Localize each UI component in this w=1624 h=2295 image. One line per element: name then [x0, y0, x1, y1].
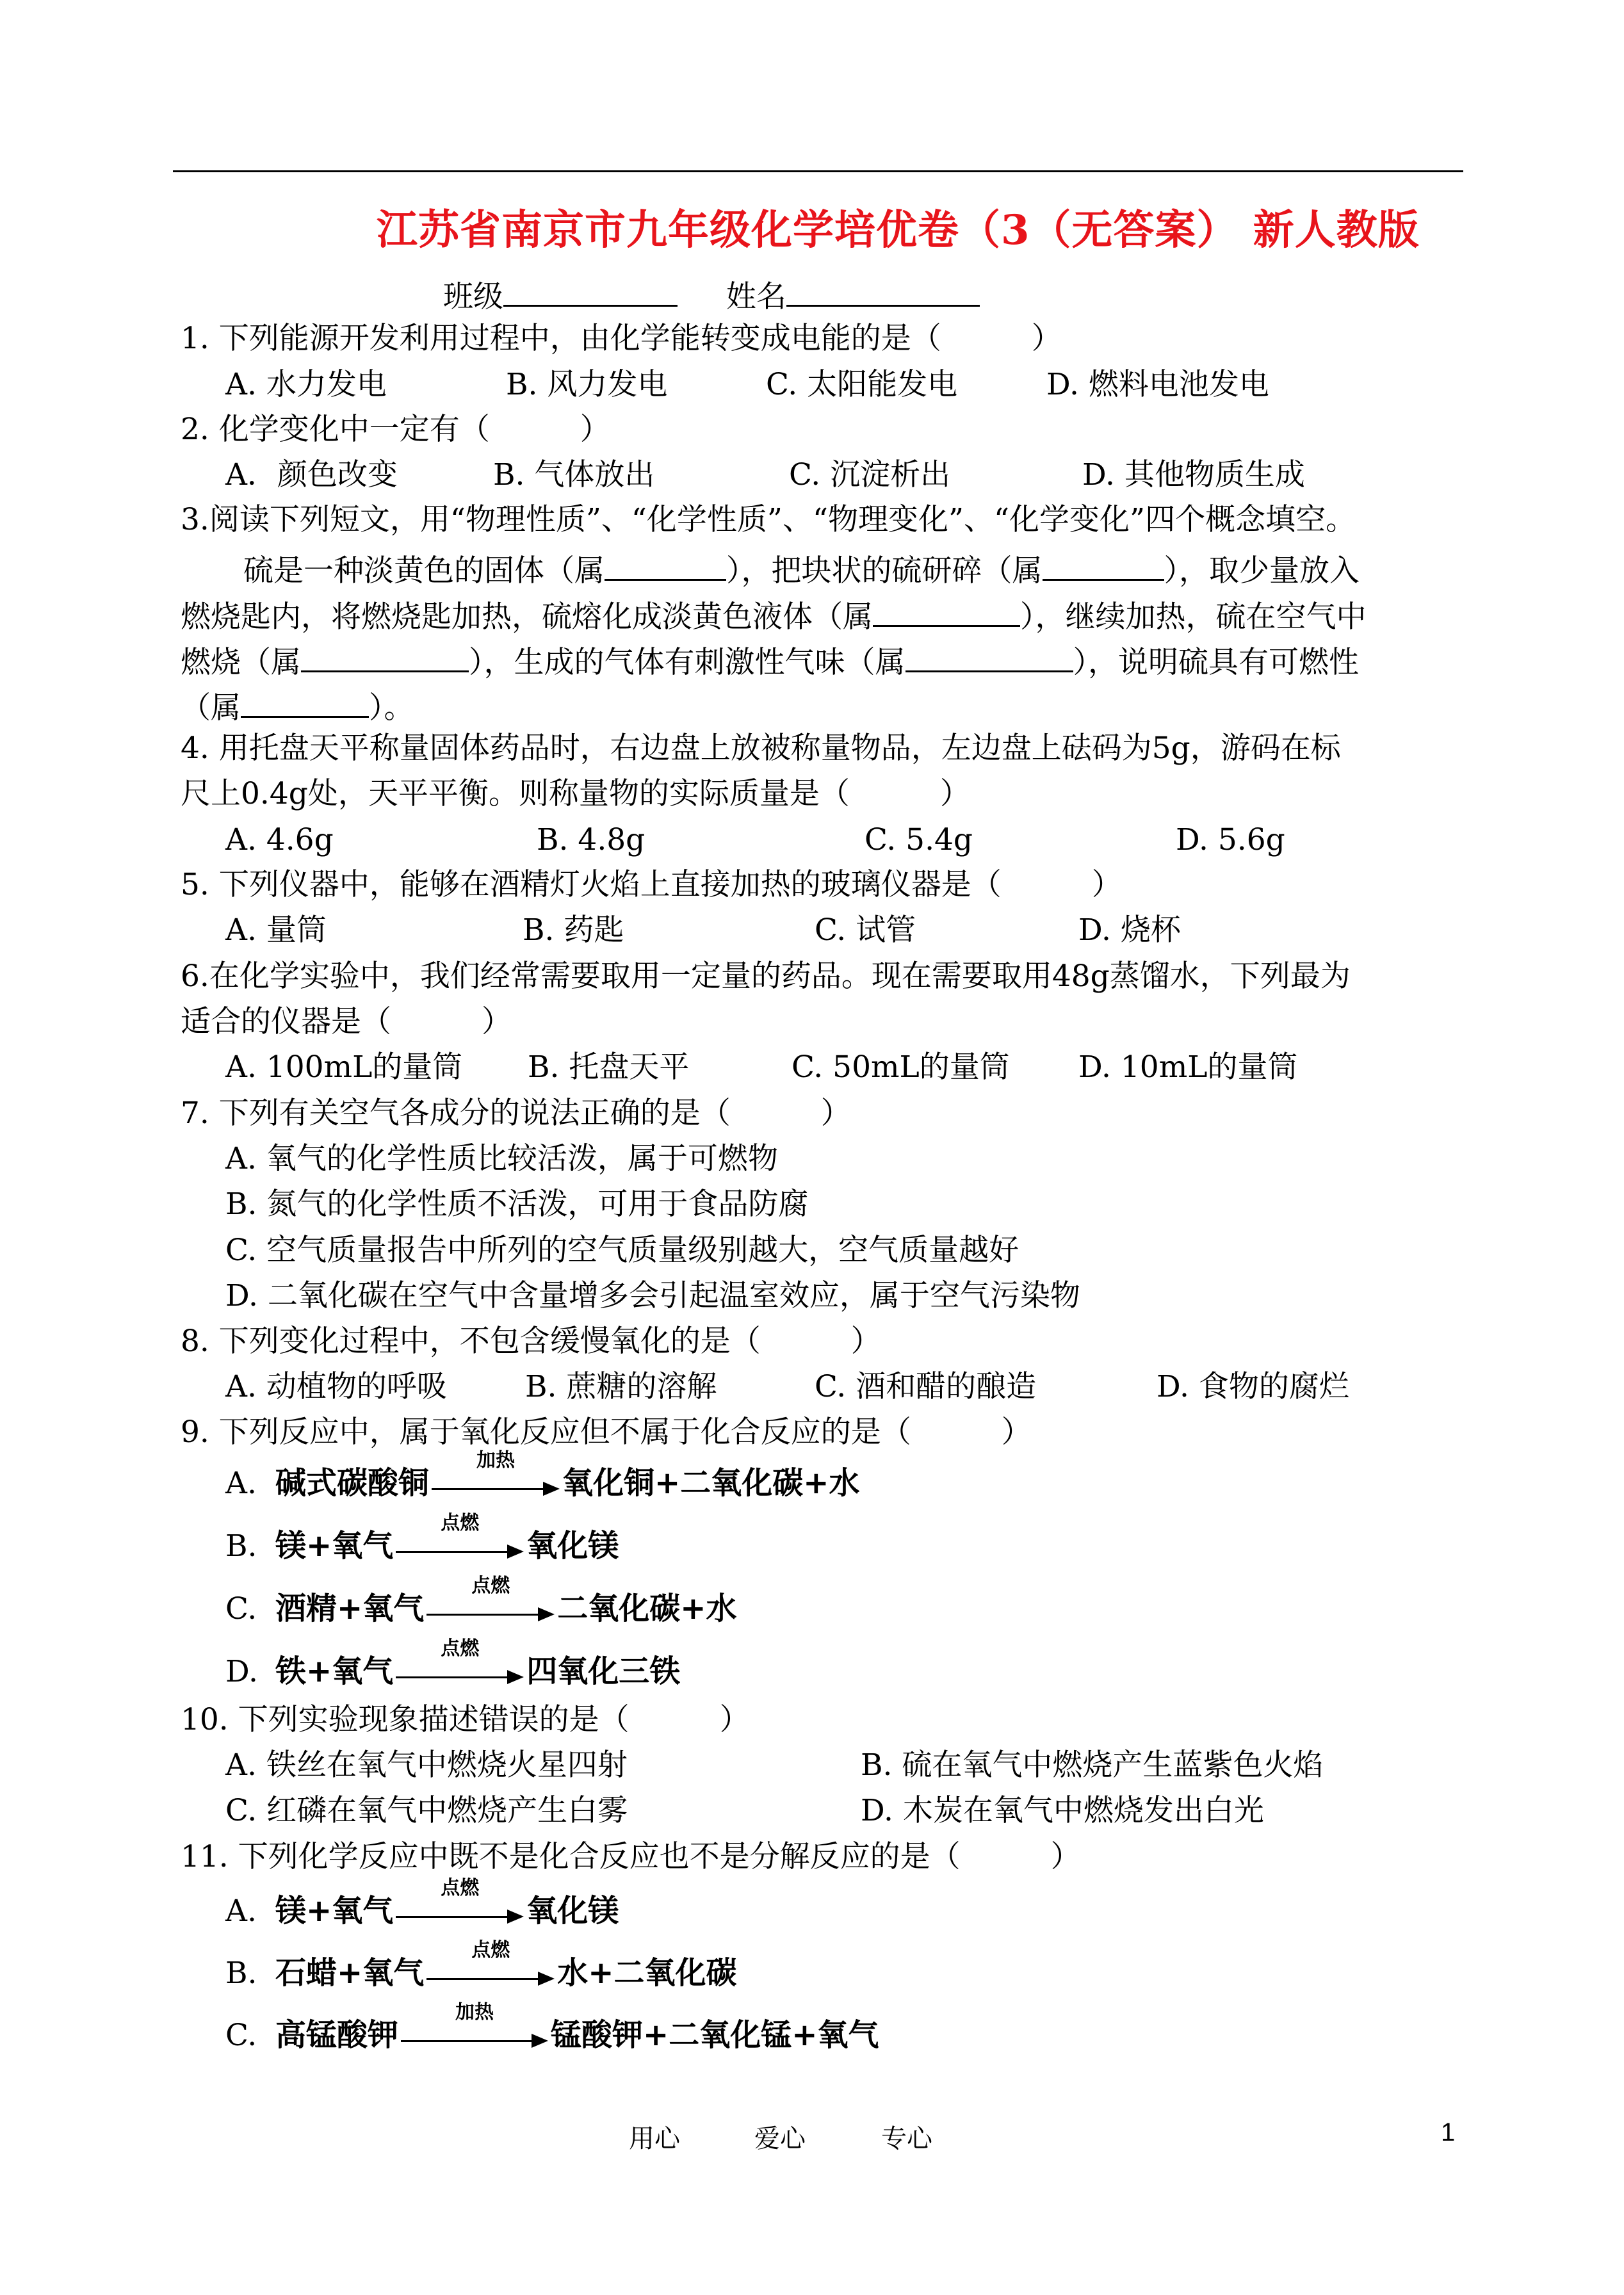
q7-stem: 7. 下列有关空气各成分的说法正确的是（ ）: [181, 1096, 851, 1131]
class-label: 班级: [443, 279, 503, 314]
q3-blank-3: [873, 597, 1020, 627]
q11-stem: 11. 下列化学反应中既不是化合反应也不是分解反应的是（ ）: [181, 1839, 1081, 1874]
q3-line-3: 燃烧（属 ），生成的气体有刺激性气味（属 ），说明硫具有可燃性: [181, 642, 1359, 677]
q3-line-2: 燃烧匙内，将燃烧匙加热，硫熔化成淡黄色液体（属 ），继续加热，硫在空气中: [181, 597, 1367, 632]
q7-option-b: B. 氮气的化学性质不活泼，可用于食品防腐: [225, 1187, 809, 1222]
q4-stem-1: 4. 用托盘天平称量固体药品时，右边盘上放被称量物品，左边盘上砝码为5g，游码在标: [181, 731, 1341, 766]
q6-stem-1: 6.在化学实验中，我们经常需要取用一定量的药品。现在需要取用48g蒸馏水，下列最为: [181, 959, 1351, 994]
class-blank: [503, 277, 678, 307]
q3-blank-2: [1043, 551, 1164, 581]
q6-stem-2: 适合的仪器是（ ）: [181, 1004, 512, 1039]
q4-option-d: D. 5.6g: [1176, 822, 1285, 857]
q9-option-a: A. 碱式碳酸铜 加热 氧化铜+二氧化碳+水: [225, 1449, 860, 1501]
reaction-arrow: 点燃: [426, 1963, 555, 1988]
q1-stem: 1. 下列能源开发利用过程中，由化学能转变成电能的是（ ）: [181, 321, 1062, 356]
q8-stem: 8. 下列变化过程中，不包含缓慢氧化的是（ ）: [181, 1324, 881, 1359]
q2-option-a: A．颜色改变: [225, 457, 398, 492]
q3-blank-5: [905, 642, 1073, 672]
footer-text-1: 用心: [629, 2124, 680, 2153]
reaction-arrow: 点燃: [396, 1661, 524, 1687]
q10-option-c: C. 红磷在氧气中燃烧产生白雾: [225, 1793, 628, 1828]
q2-option-b: B. 气体放出: [493, 457, 655, 492]
q6-option-c: C. 50mL的量筒: [792, 1050, 1010, 1085]
q5-option-b: B. 药匙: [523, 912, 624, 948]
name-blank: [786, 277, 980, 307]
q1-option-d: D. 燃料电池发电: [1046, 367, 1269, 402]
q8-option-c: C. 酒和醋的酿造: [815, 1369, 1037, 1404]
q4-option-a: A. 4.6g: [225, 822, 334, 857]
q3-line-4: （属 ）。: [181, 688, 414, 723]
header-rule: [173, 170, 1463, 172]
q6-option-d: D. 10mL的量筒: [1078, 1050, 1298, 1085]
q8-option-b: B. 蔗糖的溶解: [525, 1369, 717, 1404]
q1-option-b: B. 风力发电: [506, 367, 668, 402]
q4-option-b: B. 4.8g: [537, 822, 646, 857]
q5-option-c: C. 试管: [815, 912, 916, 948]
student-info: [443, 277, 980, 312]
q11-option-a: A. 镁+氧气 点燃 氧化镁: [225, 1877, 619, 1929]
q11-option-b: B. 石蜡+氧气 点燃 水+二氧化碳: [225, 1939, 737, 1991]
q10-stem: 10. 下列实验现象描述错误的是（ ）: [181, 1702, 750, 1737]
q8-option-a: A. 动植物的呼吸: [225, 1369, 447, 1404]
q9-stem: 9. 下列反应中，属于氧化反应但不属于化合反应的是（ ）: [181, 1415, 1032, 1450]
name-label: 姓名: [726, 279, 786, 314]
q10-option-b: B. 硫在氧气中燃烧产生蓝紫色火焰: [861, 1748, 1324, 1783]
q5-option-a: A. 量筒: [225, 912, 327, 948]
q2-stem: 2. 化学变化中一定有（ ）: [181, 412, 610, 447]
q3-blank-6: [241, 688, 369, 718]
q5-option-d: D. 烧杯: [1078, 912, 1181, 948]
page-title: 江苏省南京市九年级化学培优卷（3（无答案） 新人教版: [377, 206, 1420, 254]
q3-blank-4: [301, 642, 469, 672]
q6-option-b: B. 托盘天平: [528, 1050, 690, 1085]
q11-option-c: C. 高锰酸钾 加热 锰酸钾+二氧化锰+氧气: [225, 2001, 879, 2053]
footer-text-3: 专心: [881, 2124, 932, 2153]
q8-option-d: D. 食物的腐烂: [1157, 1369, 1349, 1404]
q2-option-c: C. 沉淀析出: [789, 457, 951, 492]
q9-option-d: D. 铁+氧气 点燃 四氧化三铁: [225, 1637, 681, 1689]
reaction-arrow: 加热: [401, 2025, 548, 2050]
q3-blank-1: [605, 551, 726, 581]
q5-stem: 5. 下列仪器中，能够在酒精灯火焰上直接加热的玻璃仪器是（ ）: [181, 867, 1122, 902]
q1-option-c: C. 太阳能发电: [766, 367, 958, 402]
q7-option-c: C. 空气质量报告中所列的空气质量级别越大，空气质量越好: [225, 1233, 1019, 1268]
q4-stem-2: 尺上0.4g处，天平平衡。则称量物的实际质量是（ ）: [181, 776, 970, 811]
q9-option-c: C. 酒精+氧气 点燃 二氧化碳+水: [225, 1575, 737, 1626]
reaction-arrow: 点燃: [426, 1598, 555, 1624]
reaction-arrow: 点燃: [396, 1901, 524, 1926]
q6-option-a: A. 100mL的量筒: [225, 1050, 463, 1085]
reaction-arrow: 点燃: [396, 1536, 524, 1561]
reaction-arrow: 加热: [432, 1473, 560, 1498]
q10-option-d: D. 木炭在氧气中燃烧发出白光: [861, 1793, 1264, 1828]
q3-line-1: 硫是一种淡黄色的固体（属 ），把块状的硫研碎（属 ），取少量放入: [243, 551, 1360, 586]
q1-option-a: A. 水力发电: [225, 367, 387, 402]
footer-text-2: 爱心: [754, 2124, 806, 2153]
q10-option-a: A. 铁丝在氧气中燃烧火星四射: [225, 1748, 628, 1783]
q4-option-c: C. 5.4g: [865, 822, 973, 857]
q7-option-a: A. 氧气的化学性质比较活泼，属于可燃物: [225, 1141, 778, 1176]
q2-option-d: D. 其他物质生成: [1082, 457, 1305, 492]
page-number: 1: [1441, 2118, 1456, 2146]
q7-option-d: D. 二氧化碳在空气中含量增多会引起温室效应，属于空气污染物: [225, 1278, 1080, 1313]
q9-option-b: B. 镁+氧气 点燃 氧化镁: [225, 1512, 619, 1564]
q3-stem: 3.阅读下列短文，用“物理性质”、“化学性质”、“物理变化”、“化学变化”四个概念填空。: [181, 502, 1356, 537]
